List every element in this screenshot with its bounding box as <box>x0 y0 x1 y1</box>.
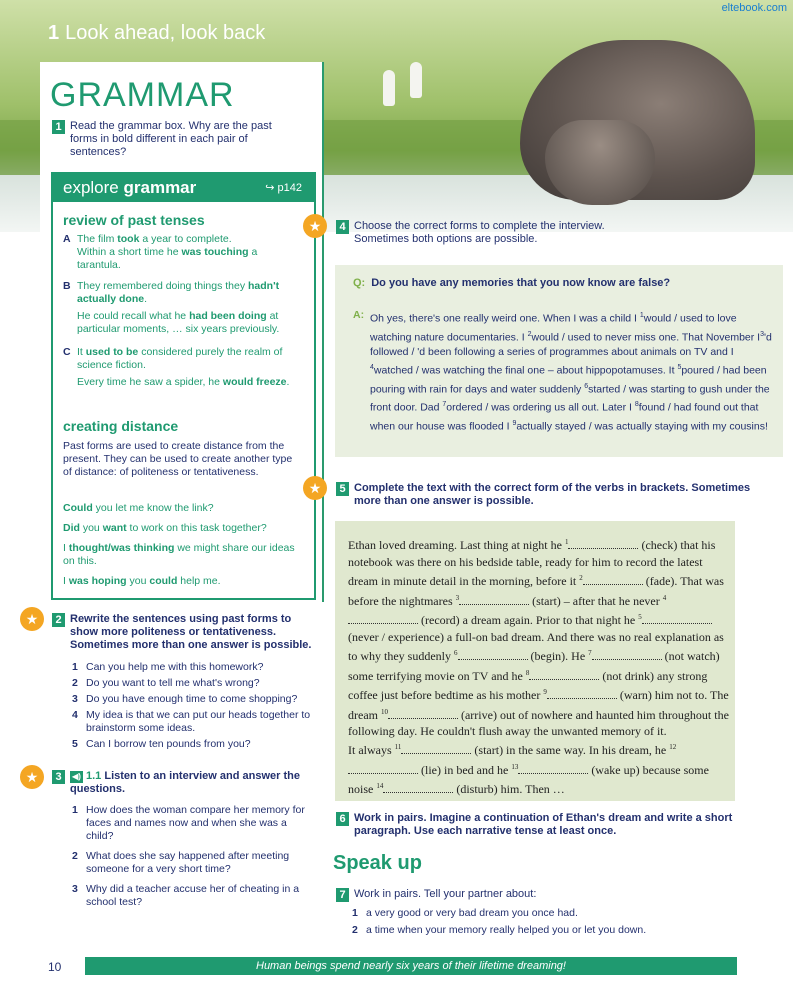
site-watermark[interactable]: eltebook.com <box>721 2 787 14</box>
task-instruction: Read the grammar box. Why are the past forms in bold different in each pair of sentences? <box>70 120 272 158</box>
grammar-example-a: A The film took a year to complete. Within a short time he was touching a tarantula. <box>63 233 258 271</box>
distance-example: Did you want to work on this task together? <box>63 522 267 534</box>
page-reference-link[interactable]: ↪ p142 <box>265 182 302 194</box>
task-7-list: 1 a very good or very bad dream you once had. 2 a time when your memory really helped you or let you down. <box>352 907 647 936</box>
grammar-heading: GRAMMAR <box>50 76 235 114</box>
task-4: 4 Choose the correct forms to complete the interview. Sometimes both options are possible. <box>336 220 646 246</box>
distance-example: Could you let me know the link? <box>63 502 214 514</box>
interview-question: Q: Do you have any memories that you now know are false? <box>353 277 671 289</box>
task-6: 6 Work in pairs. Imagine a continuation of Ethan's dream and write a short paragraph. Use each narrative tense at least once. <box>336 812 756 838</box>
distance-text: Past forms are used to create distance from the present. They can be used to create another type of distance: of politeness or tentativeness. <box>63 440 293 478</box>
egret-bird <box>383 70 395 106</box>
star-icon: ★ <box>20 765 44 789</box>
interview-answer: A: Oh yes, there's one really weird one. When I was a child I $^1$would / used to love watching nature documentaries. I $^2$would / used to never miss one. That November $I^3'd$ followed / 'd been following a series of programmes about animals on TV and I $^4$watched / was watching the final one – about hippopotamuses. It $^5$poured / had been pouring with rain for days and water suddenly $^6$started / was starting to gush under the front door. Dad $^7$ordered / was ordering us all out. Later I $^8$found / had found out that when our house was flooded I $^9$actually stayed / was actually staying with my cousins! <box>353 309 772 432</box>
footer-fact: Human beings spend nearly six years of their lifetime dreaming! <box>256 960 566 972</box>
star-icon: ★ <box>303 214 327 238</box>
page-number: 10 <box>48 960 62 974</box>
star-icon: ★ <box>303 476 327 500</box>
task-5: 5 Complete the text with the correct form of the verbs in brackets. Sometimes more than one answer is possible. <box>336 482 756 508</box>
grammar-example-c: C It used to be considered purely the realm of science fiction. Every time he saw a spider, he would freeze. <box>63 346 290 388</box>
task-number: 1 <box>52 120 65 134</box>
story-paragraph-1: Ethan loved dreaming. Last thing at night he $^1$ (check) that his notebook was there on his bedside table, ready for him to record the latest dream in minute detail in the morning, before it $^2$ (fade). That was before the nightmares $^3$ (start) – after that he never $^4$ (record) a dream again. Prior to that night he $^5$ (never / experience) a full-on bad dream. And there was no real explanation as to why they suddenly $^6$ (begin). He $^7$ (not watch) some terrifying movie on TV and he $^8$ (not drink) any strong coffee just before bedtime as his mother $^9$ (warn) him not to. The dream $^{10}$ (arrive) out of nowhere and haunted him throughout the following day. He couldn't flush away the unwanted memory of it. <box>348 538 729 738</box>
distance-example: I thought/was thinking we might share our ideas on this. <box>63 542 295 567</box>
distance-heading: creating distance <box>63 418 179 434</box>
task-2-list: 1 Can you help me with this homework? 2 Do you want to tell me what's wrong? 3 Do you have enough time to come shopping? 4 My idea is that we can put our heads together to brainstorm some ideas. 5 Can I borrow ten pounds from you? <box>72 661 311 750</box>
review-heading: review of past tenses <box>63 212 205 228</box>
task-7: 7 Work in pairs. Tell your partner about: <box>336 888 756 901</box>
unit-title: 1 Look ahead, look back <box>48 22 266 44</box>
audio-icon[interactable]: ◀) <box>70 771 83 783</box>
star-icon: ★ <box>20 607 44 631</box>
egret-bird <box>410 62 422 98</box>
hippo-head <box>545 120 655 205</box>
grammar-example-b: B They remembered doing things they hadn't actually done. He could recall what he had been doing at particular moments, … six years previously. <box>63 280 280 335</box>
task-1 <box>52 120 302 159</box>
story-paragraph-2: It always $^{11}$ (start) in the same way. In his dream, he $^{12}$ (lie) in bed and he $^{13}$ (wake up) because some noise $^{14}$ (disturb) him. Then … <box>348 743 709 796</box>
task-3-list: 1 How does the woman compare her memory for faces and names now and when she was a child? 2 What does she say happened after meeting someone for a very short time? 3 Why did a teacher accuse her of cheating in a school test? <box>72 804 305 908</box>
distance-example: I was hoping you could help me. <box>63 575 221 587</box>
speak-up-heading: Speak up <box>333 852 422 874</box>
task-3: 3 ◀) 1.1 Listen to an interview and answer the questions. <box>52 770 312 796</box>
explore-grammar-bar: explore grammar ↪ p142 <box>51 172 316 202</box>
task-2: 2 Rewrite the sentences using past forms to show more politeness or tentativeness. Sometimes more than one answer is possible. <box>52 613 312 652</box>
